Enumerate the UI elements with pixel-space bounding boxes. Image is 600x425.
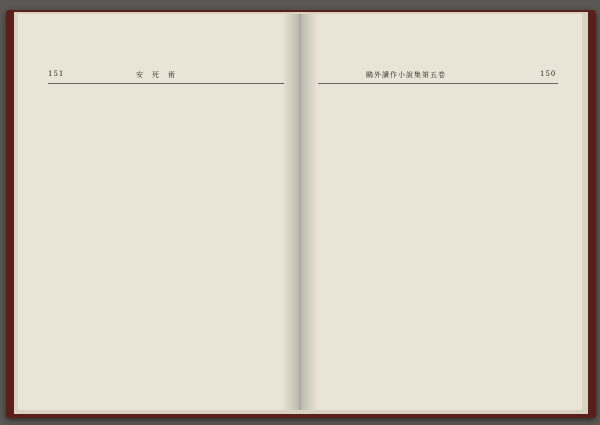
right-page <box>300 14 582 410</box>
left-header-rule <box>48 83 284 84</box>
left-page <box>18 14 300 410</box>
left-body-text <box>48 92 284 392</box>
left-running-title: 安 死 術 <box>136 71 176 79</box>
right-page-number: 150 <box>540 70 557 78</box>
right-body-text <box>318 92 558 392</box>
right-running-title: 鷗外讀作小說集第五卷 <box>366 71 446 79</box>
left-page-number: 151 <box>48 70 65 78</box>
right-header-rule <box>318 83 558 84</box>
